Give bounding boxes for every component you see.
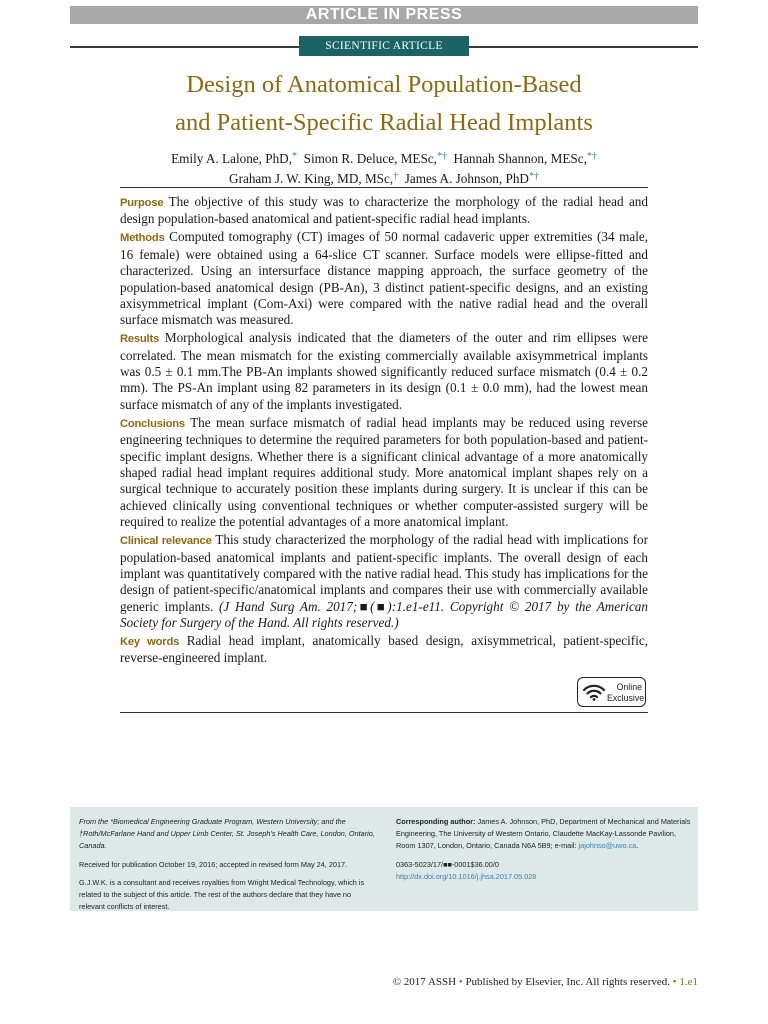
section-label: SCIENTIFIC ARTICLE — [299, 36, 469, 56]
badge-line-2: Exclusive — [607, 692, 645, 703]
affiliation-mark[interactable]: *† — [528, 171, 539, 182]
author-name[interactable]: James A. Johnson, PhD — [404, 171, 529, 186]
abstract-bottom-rule — [120, 712, 648, 713]
keywords-text: Radial head implant, anatomically based design, axisymmetrical, patient-specific, reverse-engineered implant. — [120, 633, 649, 666]
title-line-2: and Patient-Specific Radial Head Implants — [175, 109, 593, 136]
purpose-text: The objective of this study was to characterize the morphology of the radial head and design population-based anatomical and patient-specific radial head implants. — [120, 194, 648, 227]
footer-separator: • — [458, 976, 463, 988]
affiliation-mark[interactable]: *† — [436, 151, 447, 162]
citation: (J Hand Surg Am. 2017;■(■):1.e1-e11. Copyright © 2017 by the American Society for Surgery of the Hand. All rights reserved.) — [120, 598, 648, 631]
title-line-1: Design of Anatomical Population-Based — [186, 71, 582, 98]
abstract-purpose — [120, 194, 648, 228]
article-title — [70, 66, 698, 142]
purpose-heading: Purpose — [120, 197, 164, 209]
article-info-box — [70, 807, 698, 911]
author-name[interactable]: Simon R. Deluce, MESc, — [303, 151, 437, 166]
clinical-relevance-heading: Clinical relevance — [120, 535, 212, 548]
doi-link[interactable]: http://dx.doi.org/10.1016/j.jhsa.2017.05.028 — [396, 871, 537, 881]
author-name[interactable]: Hannah Shannon, MESc, — [453, 151, 587, 166]
abstract-clinical-relevance — [120, 532, 648, 631]
issn-doi — [396, 859, 692, 883]
results-text: Morphological analysis indicated that the diameters of the outer and rim ellipses were correlated. The mean mismatch for the existing commercially available axisymmetrical implants was 0.5 ± 0.1 mm.The PB-An implants showed significantly reduced surface mismatch (0.4 ± 0.2 mm). The PS-An implant using 82 parameters in its design (0.1 ± 0.0 mm), had the lowest mean surface mismatch of any of the implants investigated. — [120, 330, 648, 412]
corresponding-author-note: Corresponding author: James A. Johnson, PhD, Department of Mechanical and Materials Engineering, The University of Western Ontario, Claudette MacKay-Lassonde Pavilion, Room 1307, London, Ontario, Canada N6A 5B9; e-mail: jajohnso@uwo.ca. — [396, 817, 691, 851]
affiliation-mark[interactable]: *† — [586, 151, 597, 162]
conclusions-heading: Conclusions — [120, 417, 185, 430]
abstract-conclusions — [120, 415, 648, 531]
page-footer — [393, 975, 698, 989]
methods-heading: Methods — [120, 232, 165, 245]
abstract — [120, 194, 648, 668]
author-line-2 — [70, 168, 698, 188]
abstract-results — [120, 330, 648, 413]
abstract-keywords — [120, 633, 648, 667]
author-line-1 — [70, 148, 698, 168]
issn: 0363-5023/17/■■-0001$36.00/0 — [396, 859, 499, 869]
info-left-column — [79, 816, 379, 919]
affiliation-mark[interactable]: * — [292, 151, 298, 162]
results-heading: Results — [120, 333, 160, 346]
author-name[interactable]: Graham J. W. King, MD, MSc, — [229, 171, 394, 186]
article-in-press-banner: ARTICLE IN PRESS — [70, 6, 698, 24]
corresponding-label: Corresponding author: — [396, 817, 476, 826]
email-link[interactable]: jajohnso@uwo.ca — [578, 841, 637, 851]
affiliation-note: From the *Biomedical Engineering Graduate Program, Western University; and the †Roth/McFarlane Hand and Upper Limb Center, St. Joseph's Health Care, London, Ontario, Canada. — [79, 817, 375, 851]
author-name[interactable]: Emily A. Lalone, PhD, — [171, 151, 293, 166]
footer-copyright: © 2017 ASSH — [392, 976, 457, 988]
page-number: 1.e1 — [679, 976, 698, 988]
badge-label — [607, 682, 645, 703]
footer-publisher: Published by Elsevier, Inc. All rights reserved. — [465, 976, 670, 988]
online-exclusive-badge — [577, 677, 646, 707]
methods-text: Computed tomography (CT) images of 50 normal cadaveric upper extremities (34 male, 16 female) were obtained using a 64-slice CT scanner. Surface models were ellipse-fitted and characterized. Using an intersurface distance mapping approach, the surface geometry of the population-based anatomical design (PB-An), 3 distinct patient-specific designs, and an existing axisymmetrical implant (Com-Axi) were compared with the native radial head and the overall surface mismatch was measured. — [120, 229, 649, 328]
conclusions-text: The mean surface mismatch of radial head implants may be reduced using reverse engineering techniques to determine the required parameters for both population-based and patient-specific implant designs. Whether there is a significant clinical advantage of a more anatomically shaped radial head implant requires additional study. More anatomical implant shapes rely on a surgical technique to accurately position these implants during surgery. It is unclear if this can be achieved clinically using conventional techniques or whether computer-assisted surgery will be required to realize the potential advantages of a more anatomical implant. — [120, 414, 648, 530]
clinical-relevance-text: This study characterized the morphology of the radial head with implications for population-based anatomical implants and patient-specific implants. The overall design of each implant was quantitatively compared with the native radial head. This study has implications for the design of patient-specific/anatomical implants and compares their use with commercially available generic implants. — [120, 532, 648, 614]
wifi-icon — [582, 683, 606, 701]
keywords-heading: Key words — [120, 636, 180, 649]
author-list — [70, 148, 698, 188]
info-right-column — [396, 816, 692, 889]
abstract-top-rule — [120, 187, 648, 188]
abstract-methods — [120, 229, 648, 328]
footer-separator: • — [672, 976, 677, 988]
badge-line-1: Online — [616, 682, 642, 692]
disclosure-note: G.J.W.K. is a consultant and receives royalties from Wright Medical Technology, which is related to the subject of this article. The rest of the authors declare that they have no relevant conflicts of interest. — [79, 877, 365, 912]
affiliation-mark[interactable]: † — [393, 171, 399, 182]
received-note: Received for publication October 19, 2016; accepted in revised form May 24, 2017. — [79, 859, 348, 869]
corresponding-text: James A. Johnson, PhD, Department of Mechanical and Materials Engineering, The University of Western Ontario, Claudette MacKay-Lassonde Pavilion, Room 1307, London, Ontario, Canada N6A 5B9; e-mail: — [396, 817, 691, 851]
